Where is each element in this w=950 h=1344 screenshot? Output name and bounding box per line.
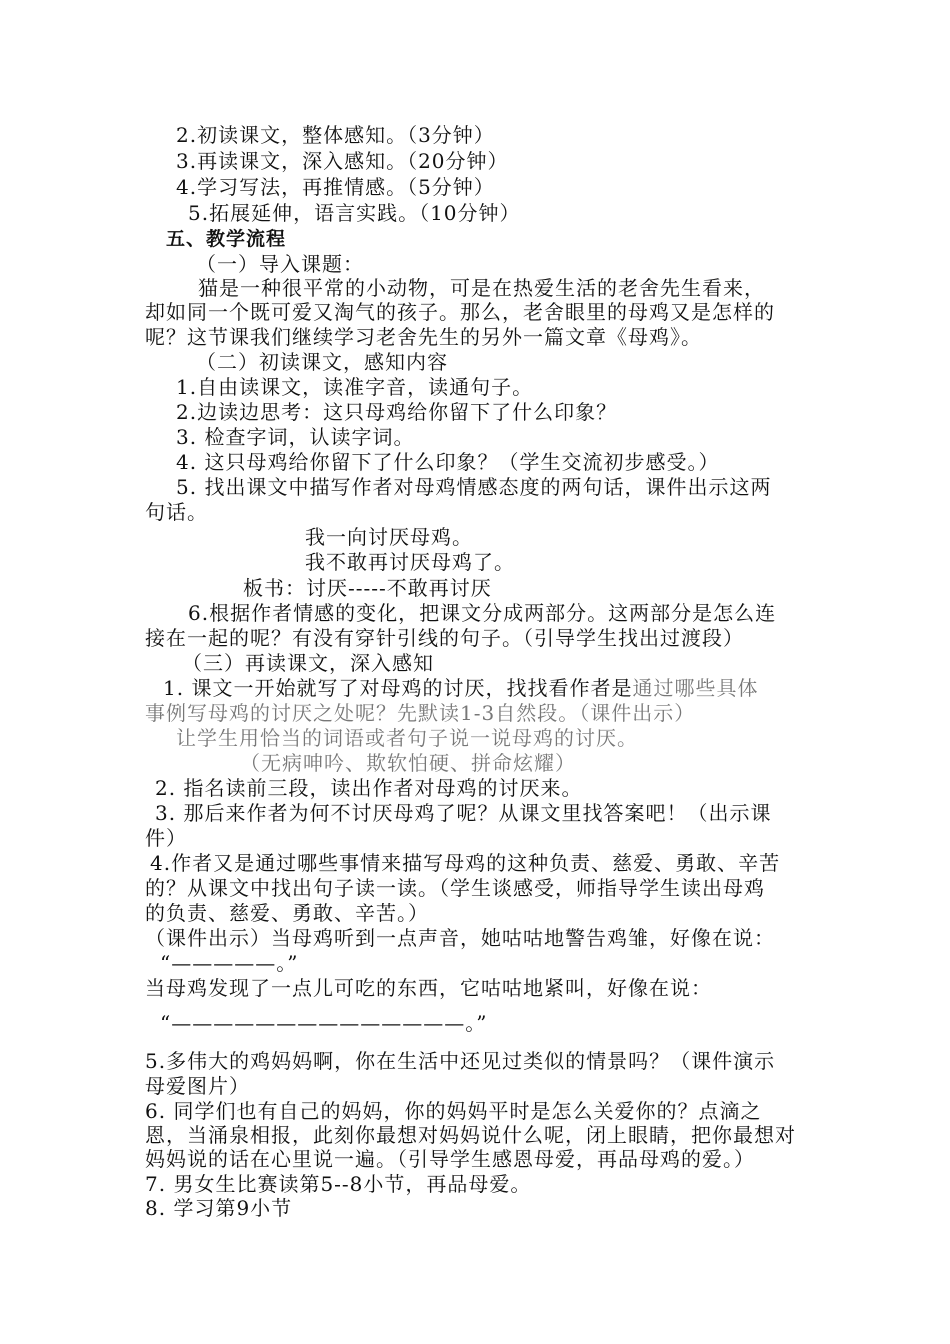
list-item-continued: 的负责、慈爱、勇敢、辛苦。） [145, 901, 429, 925]
subheading-second-reading: （三）再读课文，深入感知 [182, 651, 434, 675]
list-item-continued: 母爱图片） [145, 1074, 250, 1098]
schedule-item-5: 5.拓展延伸，语言实践。（10分钟） [188, 201, 521, 225]
list-item: 6.根据作者情感的变化，把课文分成两部分。这两部分是怎么连 [188, 601, 777, 625]
fill-blank-line: “—————。” [160, 951, 299, 975]
courseware-line: （课件出示）当母鸡听到一点声音，她咕咕地警告鸡雏，好像在说： [145, 926, 775, 950]
schedule-item-3: 3.再读课文，深入感知。（20分钟） [176, 149, 509, 173]
schedule-item-4: 4.学习写法，再推情感。（5分钟） [176, 175, 495, 199]
list-item-continued: 件） [145, 826, 187, 850]
list-item: 3. 那后来作者为何不讨厌母鸡了呢？从课文里找答案吧！（出示课 [155, 801, 772, 825]
list-item-continued: 事例写母鸡的讨厌之处呢？先默读1-3自然段。（课件出示） [145, 701, 696, 725]
quoted-sentence: 我一向讨厌母鸡。 [305, 525, 473, 549]
list-item: 1.自由读课文，读准字音，读通句子。 [176, 375, 534, 399]
list-item-text-grey: 通过哪些具体 [632, 676, 759, 700]
list-item: 6. 同学们也有自己的妈妈，你的妈妈平时是怎么关爱你的？点滴之 [145, 1099, 762, 1123]
list-item-continued: 的？从课文中找出句子读一读。（学生谈感受，师指导学生读出母鸡 [145, 876, 765, 900]
list-item: 5.多伟大的鸡妈妈啊，你在生活中还见过类似的情景吗？（课件演示 [145, 1049, 776, 1073]
list-item: 3. 检查字词，认读字词。 [176, 425, 415, 449]
courseware-line: 当母鸡发现了一点儿可吃的东西，它咕咕地紧叫，好像在说： [145, 976, 712, 1000]
list-item: 8. 学习第9小节 [145, 1196, 293, 1220]
subheading-intro: （一）导入课题： [196, 252, 364, 276]
list-item: 4.作者又是通过哪些事情来描写母鸡的这种负责、慈爱、勇敢、辛苦 [150, 851, 781, 875]
schedule-item-2: 2.初读课文，整体感知。（3分钟） [176, 123, 495, 147]
fill-blank-line: “——————————————。” [160, 1011, 488, 1035]
list-item-continued: 妈妈说的话在心里说一遍。（引导学生感恩母爱，再品母鸡的爱。） [145, 1147, 755, 1171]
keyword-list: （无病呻吟、欺软怕硬、拼命炫耀） [240, 751, 576, 775]
paragraph-line: 猫是一种很平常的小动物，可是在热爱生活的老舍先生看来， [198, 276, 765, 300]
paragraph-line: 呢？这节课我们继续学习老舍先生的另外一篇文章《母鸡》。 [145, 325, 702, 349]
list-item: 7. 男女生比赛读第5--8小节，再品母爱。 [145, 1172, 532, 1196]
list-item: 5. 找出课文中描写作者对母鸡情感态度的两句话，课件出示这两 [176, 475, 772, 499]
quoted-sentence: 我不敢再讨厌母鸡了。 [305, 550, 515, 574]
list-item-continued: 恩，当涌泉相报，此刻你最想对妈妈说什么呢，闭上眼睛，把你最想对 [145, 1123, 796, 1147]
list-item [163, 675, 758, 701]
list-item-continued: 接在一起的呢？有没有穿针引线的句子。（引导学生找出过渡段） [145, 626, 744, 650]
section-heading: 五、教学流程 [166, 228, 287, 250]
blackboard-note: 板书：讨厌-----不敢再讨厌 [243, 576, 492, 600]
list-item: 4. 这只母鸡给你留下了什么印象？（学生交流初步感受。） [176, 450, 720, 474]
list-item: 2.边读边思考：这只母鸡给你留下了什么印象？ [176, 400, 618, 424]
subheading-first-reading: （二）初读课文，感知内容 [196, 350, 448, 374]
list-item-text: 1. 课文一开始就写了对母鸡的讨厌，找找看作者是 [163, 676, 633, 700]
instruction-line: 让学生用恰当的词语或者句子说一说母鸡的讨厌。 [176, 726, 638, 750]
list-item: 2. 指名读前三段，读出作者对母鸡的讨厌来。 [155, 776, 583, 800]
list-item-continued: 句话。 [145, 500, 208, 524]
paragraph-line: 却如同一个既可爱又淘气的孩子。那么，老舍眼里的母鸡又是怎样的 [145, 300, 775, 324]
